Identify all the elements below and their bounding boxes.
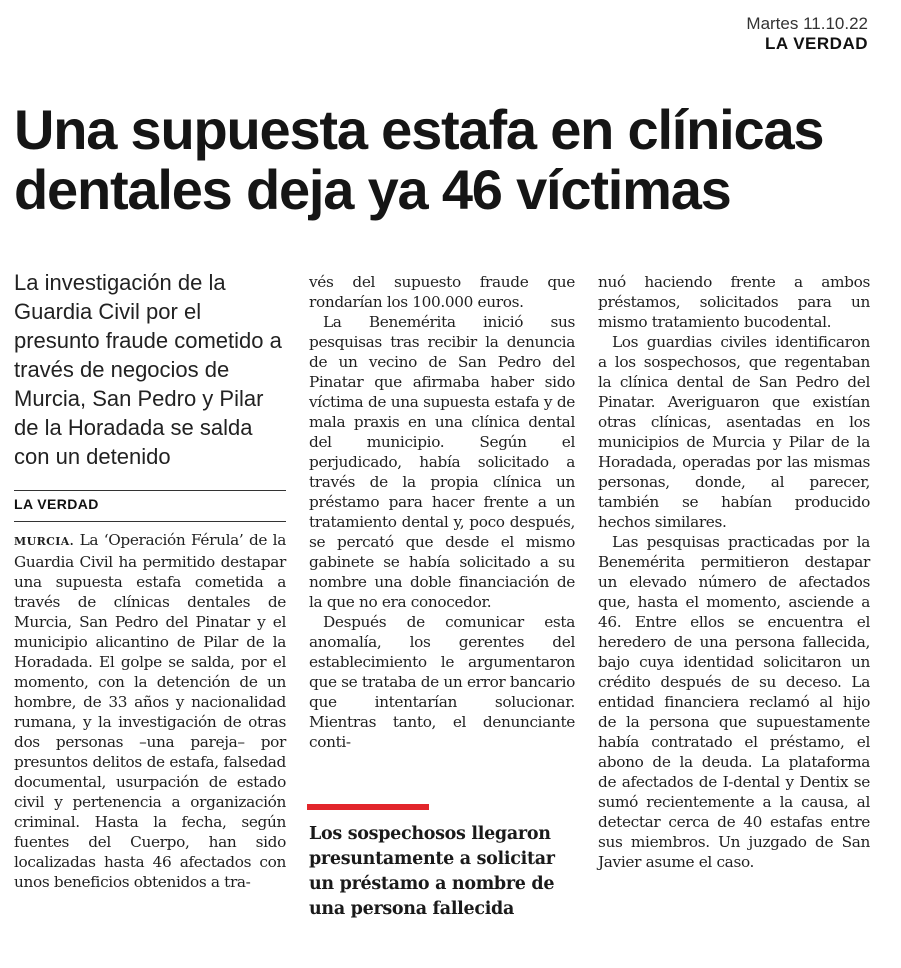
byline-bottom-rule [14, 521, 286, 522]
column-3 [598, 272, 870, 872]
subtitle: La investigación de la Guardia Civil por el presunto fraude cometido a través de negocios de Murcia, San Pedro y Pilar de la Horadada se salda con un detenido [14, 270, 282, 469]
location-tag: MURCIA. [14, 535, 74, 548]
article-paragraph: Los guardias civiles identificaron a los sospechosos, que regentaban la clínica dental de San Pedro del Pinatar. Averiguaron que existían otras clínicas, asentadas en los municipios de Murcia y Pilar de la Horadada, operadas por las mismas personas, donde, al parecer, también se habían producido hechos similares. [598, 333, 870, 531]
newspaper-name: LA VERDAD [764, 34, 868, 53]
publication-date: Martes 11.10.22 [746, 14, 868, 33]
masthead [746, 14, 868, 53]
article-paragraph [14, 530, 286, 892]
article-text: La ‘Operación Férula’ de la Guardia Civil ha permitido destapar una supuesta estafa cometida a través de clínicas dentales de Murcia, San Pedro del Pinatar y el municipio alicantino de Pilar de la Horadada. El golpe se salda, por el momento, con la detención de un hombre, de 33 años y nacionalidad rumana, y la investigación de otras dos personas –una pareja– por presuntos delitos de estafa, falsedad documental, usurpación de estado civil y pertenencia a organización criminal. Hasta la fecha, según fuentes del Cuerpo, han sido localizadas hasta 46 afectados con unos beneficios obtenidos a tra- [14, 531, 286, 891]
quote-accent-bar [307, 804, 429, 810]
article-paragraph: nuó haciendo frente a ambos préstamos, solicitados para un mismo tratamiento bucodental. [598, 273, 870, 331]
article-paragraph: Después de comunicar esta anomalía, los gerentes del establecimiento le argumentaron que se trataba de un error bancario que intentarían solucionar. Mientras tanto, el denunciante conti- [309, 613, 575, 751]
headline: Una supuesta estafa en clínicas dentales deja ya 46 víctimas [14, 98, 824, 221]
byline: LA VERDAD [14, 496, 99, 512]
article-paragraph: vés del supuesto fraude que rondarían los 100.000 euros. [309, 273, 575, 311]
column-1 [14, 530, 286, 892]
column-2 [309, 272, 575, 752]
pull-quote: Los sospechosos llegaron presuntamente a solicitar un préstamo a nombre de una persona fallecida [309, 824, 555, 919]
byline-top-rule [14, 490, 286, 491]
article-paragraph: La Benemérita inició sus pesquisas tras recibir la denuncia de un vecino de San Pedro del Pinatar que afirmaba haber sido víctima de una supuesta estafa y de mala praxis en una clínica dental del municipio. Según el perjudicado, había solicitado a través de la propia clínica un préstamo para hacer frente a un tratamiento dental y, poco después, se percató que desde el mismo gabinete se había solicitado a su nombre una doble financiación de la que no era conocedor. [309, 313, 575, 611]
article-paragraph: Las pesquisas practicadas por la Benemérita permitieron destapar un elevado número de afectados que, hasta el momento, asciende a 46. Entre ellos se encuentra el heredero de una persona fallecida, bajo cuya identidad solicitaron un crédito después de su deceso. La entidad financiera reclamó al hijo de la persona que supuestamente había contratado el préstamo, el abono de la deuda. La plataforma de afectados de I-dental y Dentix se sumó recientemente a la causa, al detectar cerca de 40 estafas entre sus miembros. Un juzgado de San Javier asume el caso. [598, 533, 870, 871]
